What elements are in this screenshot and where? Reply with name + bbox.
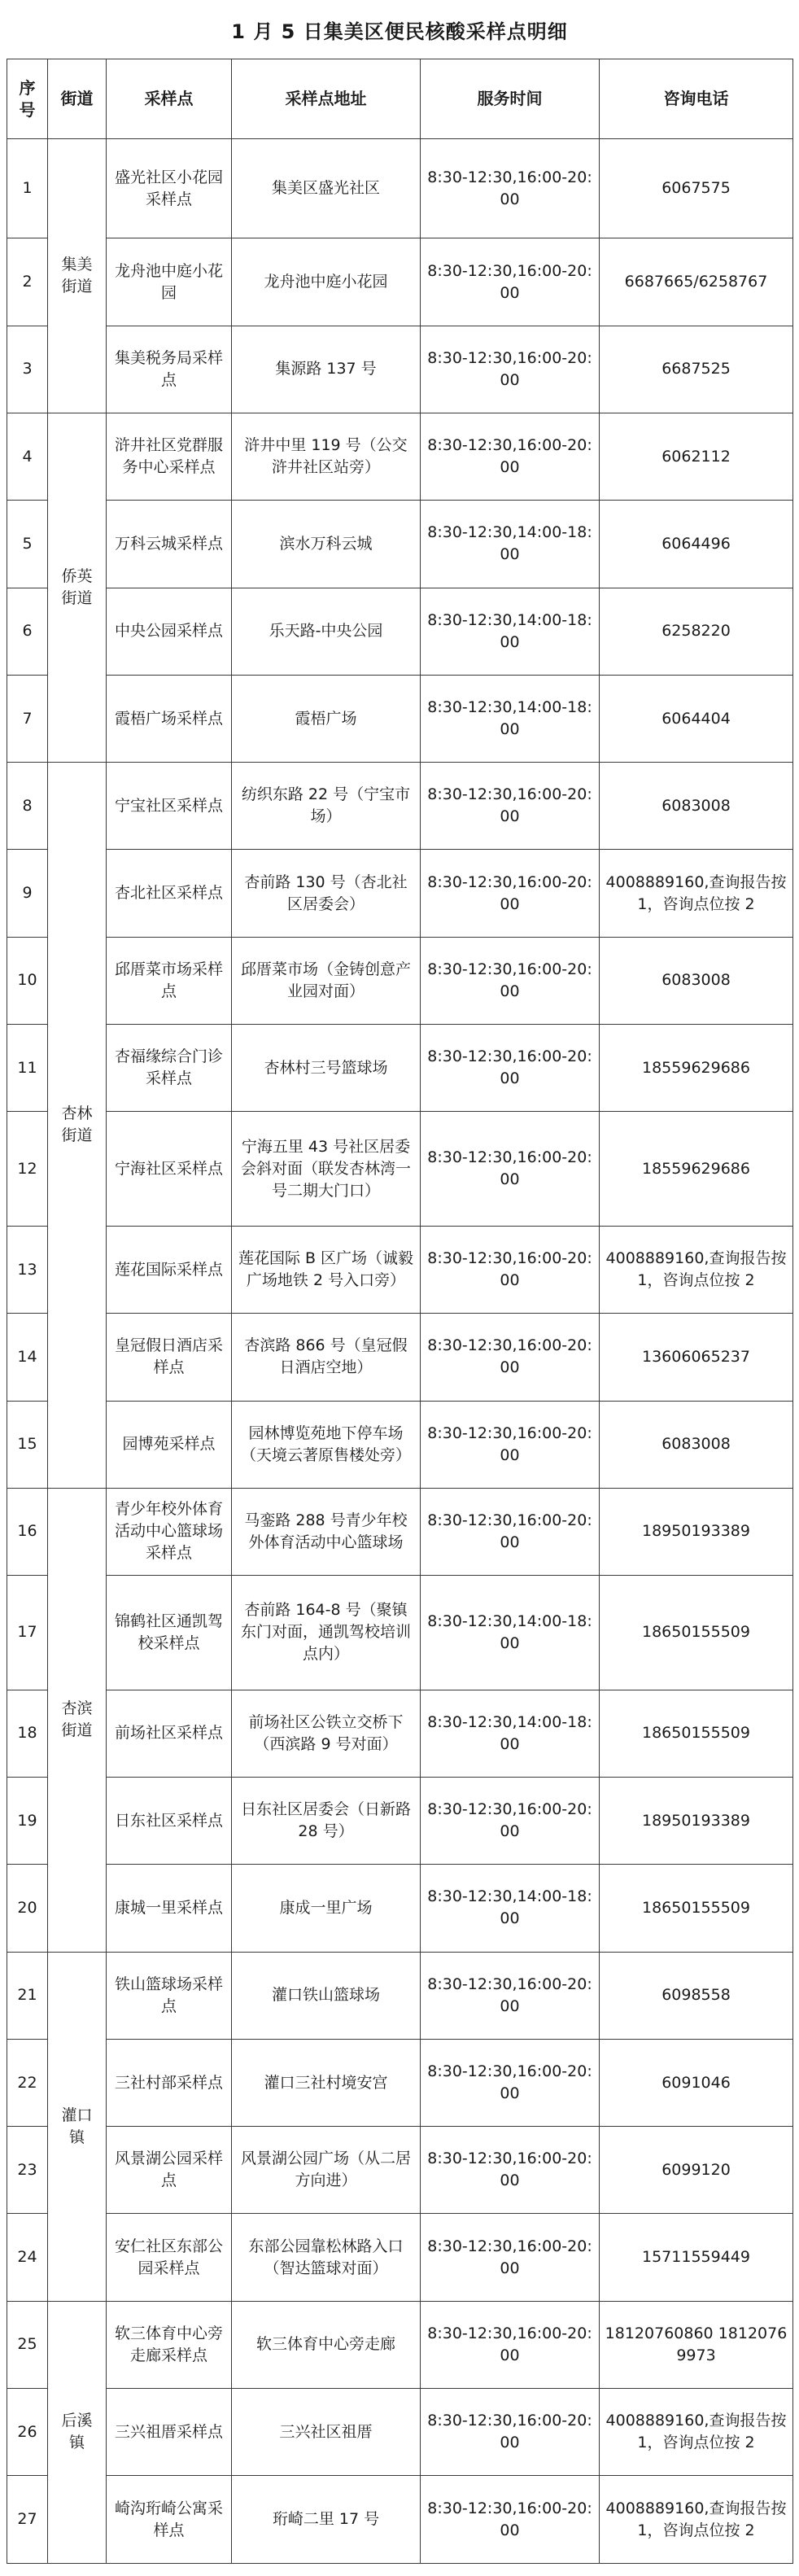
site-address-cell: 马銮路 288 号青少年校外体育活动中心篮球场 bbox=[232, 1488, 421, 1575]
row-number-cell: 8 bbox=[7, 763, 48, 850]
service-hours-cell: 8:30-12:30,14:00-18:00 bbox=[421, 501, 600, 588]
site-address-cell: 滨水万科云城 bbox=[232, 501, 421, 588]
row-number-cell: 1 bbox=[7, 139, 48, 238]
street-cell: 杏林街道 bbox=[48, 763, 107, 1489]
phone-cell: 6083008 bbox=[600, 937, 793, 1024]
street-cell: 后溪镇 bbox=[48, 2301, 107, 2563]
site-name-cell: 霞梧广场采样点 bbox=[107, 675, 232, 762]
site-address-cell: 珩崎二里 17 号 bbox=[232, 2476, 421, 2564]
site-address-cell: 灌口三社村境安宫 bbox=[232, 2039, 421, 2126]
phone-cell: 6687665/6258767 bbox=[600, 238, 793, 326]
phone-cell: 6091046 bbox=[600, 2039, 793, 2126]
site-address-cell: 龙舟池中庭小花园 bbox=[232, 238, 421, 326]
table-row bbox=[7, 1401, 793, 1488]
site-name-cell: 宁宝社区采样点 bbox=[107, 763, 232, 850]
table-row bbox=[7, 1576, 793, 1690]
site-name-cell: 中央公园采样点 bbox=[107, 588, 232, 675]
street-cell: 杏滨街道 bbox=[48, 1488, 107, 1952]
row-number-cell: 20 bbox=[7, 1865, 48, 1952]
table-row bbox=[7, 1025, 793, 1112]
row-number-cell: 12 bbox=[7, 1112, 48, 1227]
service-hours-cell: 8:30-12:30,16:00-20:00 bbox=[421, 2127, 600, 2214]
table-row bbox=[7, 1488, 793, 1575]
site-name-cell: 宁海社区采样点 bbox=[107, 1112, 232, 1227]
phone-cell: 18650155509 bbox=[600, 1576, 793, 1690]
phone-cell: 4008889160,查询报告按 1，咨询点位按 2 bbox=[600, 1226, 793, 1313]
table-row bbox=[7, 2301, 793, 2388]
phone-cell: 18559629686 bbox=[600, 1112, 793, 1227]
table-row bbox=[7, 2127, 793, 2214]
phone-cell: 6067575 bbox=[600, 139, 793, 238]
row-number-cell: 2 bbox=[7, 238, 48, 326]
site-address-cell: 软三体育中心旁走廊 bbox=[232, 2301, 421, 2388]
row-number-cell: 13 bbox=[7, 1226, 48, 1313]
column-header: 序号 bbox=[7, 59, 48, 139]
row-number-cell: 24 bbox=[7, 2214, 48, 2301]
service-hours-cell: 8:30-12:30,16:00-20:00 bbox=[421, 2476, 600, 2564]
site-name-cell: 日东社区采样点 bbox=[107, 1778, 232, 1865]
phone-cell: 18950193389 bbox=[600, 1778, 793, 1865]
phone-cell: 13606065237 bbox=[600, 1314, 793, 1401]
site-name-cell: 邱厝菜市场采样点 bbox=[107, 937, 232, 1024]
street-cell: 集美街道 bbox=[48, 139, 107, 413]
phone-cell: 6062112 bbox=[600, 413, 793, 501]
site-name-cell: 集美税务局采样点 bbox=[107, 326, 232, 413]
site-name-cell: 安仁社区东部公园采样点 bbox=[107, 2214, 232, 2301]
site-address-cell: 康成一里广场 bbox=[232, 1865, 421, 1952]
row-number-cell: 25 bbox=[7, 2301, 48, 2388]
phone-cell: 18559629686 bbox=[600, 1025, 793, 1112]
service-hours-cell: 8:30-12:30,16:00-20:00 bbox=[421, 1401, 600, 1488]
phone-cell: 15711559449 bbox=[600, 2214, 793, 2301]
phone-cell: 6258220 bbox=[600, 588, 793, 675]
site-name-cell: 皇冠假日酒店采样点 bbox=[107, 1314, 232, 1401]
site-address-cell: 莲花国际 B 区广场（诚毅广场地铁 2 号入口旁） bbox=[232, 1226, 421, 1313]
service-hours-cell: 8:30-12:30,16:00-20:00 bbox=[421, 238, 600, 326]
site-name-cell: 万科云城采样点 bbox=[107, 501, 232, 588]
row-number-cell: 5 bbox=[7, 501, 48, 588]
site-name-cell: 杏北社区采样点 bbox=[107, 850, 232, 937]
service-hours-cell: 8:30-12:30,14:00-18:00 bbox=[421, 1690, 600, 1777]
site-address-cell: 浒井中里 119 号（公交浒井社区站旁） bbox=[232, 413, 421, 501]
phone-cell: 6064404 bbox=[600, 675, 793, 762]
street-cell: 侨英街道 bbox=[48, 413, 107, 763]
site-name-cell: 青少年校外体育活动中心篮球场采样点 bbox=[107, 1488, 232, 1575]
service-hours-cell: 8:30-12:30,16:00-20:00 bbox=[421, 763, 600, 850]
service-hours-cell: 8:30-12:30,16:00-20:00 bbox=[421, 2301, 600, 2388]
row-number-cell: 18 bbox=[7, 1690, 48, 1777]
row-number-cell: 3 bbox=[7, 326, 48, 413]
row-number-cell: 11 bbox=[7, 1025, 48, 1112]
site-address-cell: 东部公园靠松林路入口（智达篮球对面） bbox=[232, 2214, 421, 2301]
row-number-cell: 27 bbox=[7, 2476, 48, 2564]
table-row bbox=[7, 1778, 793, 1865]
site-name-cell: 园博苑采样点 bbox=[107, 1401, 232, 1488]
table-row bbox=[7, 937, 793, 1024]
site-name-cell: 杏福缘综合门诊采样点 bbox=[107, 1025, 232, 1112]
row-number-cell: 10 bbox=[7, 937, 48, 1024]
phone-cell: 4008889160,查询报告按 1，咨询点位按 2 bbox=[600, 850, 793, 937]
site-address-cell: 集美区盛光社区 bbox=[232, 139, 421, 238]
service-hours-cell: 8:30-12:30,16:00-20:00 bbox=[421, 1025, 600, 1112]
row-number-cell: 17 bbox=[7, 1576, 48, 1690]
phone-cell: 6687525 bbox=[600, 326, 793, 413]
table-row bbox=[7, 2039, 793, 2126]
table-header-row bbox=[7, 59, 793, 139]
table-row bbox=[7, 501, 793, 588]
table-row bbox=[7, 1226, 793, 1313]
site-address-cell: 日东社区居委会（日新路 28 号） bbox=[232, 1778, 421, 1865]
table-row bbox=[7, 1952, 793, 2039]
site-address-cell: 前场社区公铁立交桥下（西滨路 9 号对面） bbox=[232, 1690, 421, 1777]
row-number-cell: 14 bbox=[7, 1314, 48, 1401]
row-number-cell: 4 bbox=[7, 413, 48, 501]
service-hours-cell: 8:30-12:30,16:00-20:00 bbox=[421, 937, 600, 1024]
table-row bbox=[7, 413, 793, 501]
column-header: 采样点 bbox=[107, 59, 232, 139]
table-row bbox=[7, 1690, 793, 1777]
site-address-cell: 邱厝菜市场（金铸创意产业园对面） bbox=[232, 937, 421, 1024]
site-address-cell: 园林博览苑地下停车场（天境云著原售楼处旁） bbox=[232, 1401, 421, 1488]
row-number-cell: 9 bbox=[7, 850, 48, 937]
table-row bbox=[7, 2476, 793, 2564]
table-row bbox=[7, 238, 793, 326]
phone-cell: 18120760860 18120769973 bbox=[600, 2301, 793, 2388]
site-name-cell: 盛光社区小花园采样点 bbox=[107, 139, 232, 238]
column-header: 服务时间 bbox=[421, 59, 600, 139]
service-hours-cell: 8:30-12:30,16:00-20:00 bbox=[421, 413, 600, 501]
site-name-cell: 铁山篮球场采样点 bbox=[107, 1952, 232, 2039]
site-name-cell: 前场社区采样点 bbox=[107, 1690, 232, 1777]
site-name-cell: 康城一里采样点 bbox=[107, 1865, 232, 1952]
table-row bbox=[7, 139, 793, 238]
service-hours-cell: 8:30-12:30,16:00-20:00 bbox=[421, 1112, 600, 1227]
table-row bbox=[7, 1112, 793, 1227]
row-number-cell: 21 bbox=[7, 1952, 48, 2039]
column-header: 街道 bbox=[48, 59, 107, 139]
table-row bbox=[7, 326, 793, 413]
service-hours-cell: 8:30-12:30,16:00-20:00 bbox=[421, 2214, 600, 2301]
site-address-cell: 纺织东路 22 号（宁宝市场） bbox=[232, 763, 421, 850]
site-name-cell: 锦鹤社区通凯驾校采样点 bbox=[107, 1576, 232, 1690]
phone-cell: 4008889160,查询报告按 1，咨询点位按 2 bbox=[600, 2389, 793, 2476]
site-address-cell: 三兴社区祖厝 bbox=[232, 2389, 421, 2476]
column-header: 咨询电话 bbox=[600, 59, 793, 139]
service-hours-cell: 8:30-12:30,14:00-18:00 bbox=[421, 675, 600, 762]
service-hours-cell: 8:30-12:30,16:00-20:00 bbox=[421, 1778, 600, 1865]
service-hours-cell: 8:30-12:30,16:00-20:00 bbox=[421, 1226, 600, 1313]
site-address-cell: 杏前路 164-8 号（聚镇东门对面，通凯驾校培训点内） bbox=[232, 1576, 421, 1690]
phone-cell: 6083008 bbox=[600, 763, 793, 850]
phone-cell: 6098558 bbox=[600, 1952, 793, 2039]
phone-cell: 6064496 bbox=[600, 501, 793, 588]
service-hours-cell: 8:30-12:30,16:00-20:00 bbox=[421, 1314, 600, 1401]
site-address-cell: 霞梧广场 bbox=[232, 675, 421, 762]
service-hours-cell: 8:30-12:30,16:00-20:00 bbox=[421, 2389, 600, 2476]
phone-cell: 18950193389 bbox=[600, 1488, 793, 1575]
site-name-cell: 浒井社区党群服务中心采样点 bbox=[107, 413, 232, 501]
site-address-cell: 杏滨路 866 号（皇冠假日酒店空地） bbox=[232, 1314, 421, 1401]
service-hours-cell: 8:30-12:30,16:00-20:00 bbox=[421, 139, 600, 238]
phone-cell: 6099120 bbox=[600, 2127, 793, 2214]
service-hours-cell: 8:30-12:30,14:00-18:00 bbox=[421, 1576, 600, 1690]
service-hours-cell: 8:30-12:30,14:00-18:00 bbox=[421, 1865, 600, 1952]
row-number-cell: 23 bbox=[7, 2127, 48, 2214]
site-name-cell: 崎沟珩崎公寓采样点 bbox=[107, 2476, 232, 2564]
row-number-cell: 15 bbox=[7, 1401, 48, 1488]
site-address-cell: 乐天路-中央公园 bbox=[232, 588, 421, 675]
row-number-cell: 7 bbox=[7, 675, 48, 762]
phone-cell: 18650155509 bbox=[600, 1690, 793, 1777]
service-hours-cell: 8:30-12:30,14:00-18:00 bbox=[421, 588, 600, 675]
site-address-cell: 风景湖公园广场（从二居方向进） bbox=[232, 2127, 421, 2214]
site-name-cell: 三兴祖厝采样点 bbox=[107, 2389, 232, 2476]
site-address-cell: 杏林村三号篮球场 bbox=[232, 1025, 421, 1112]
sampling-sites-table bbox=[7, 59, 793, 2564]
site-name-cell: 莲花国际采样点 bbox=[107, 1226, 232, 1313]
site-name-cell: 龙舟池中庭小花园 bbox=[107, 238, 232, 326]
table-row bbox=[7, 2214, 793, 2301]
table-row bbox=[7, 2389, 793, 2476]
site-name-cell: 三社村部采样点 bbox=[107, 2039, 232, 2126]
table-row bbox=[7, 1314, 793, 1401]
site-address-cell: 杏前路 130 号（杏北社区居委会） bbox=[232, 850, 421, 937]
site-address-cell: 集源路 137 号 bbox=[232, 326, 421, 413]
table-row bbox=[7, 763, 793, 850]
service-hours-cell: 8:30-12:30,16:00-20:00 bbox=[421, 2039, 600, 2126]
table-row bbox=[7, 1865, 793, 1952]
table-row bbox=[7, 850, 793, 937]
column-header: 采样点地址 bbox=[232, 59, 421, 139]
service-hours-cell: 8:30-12:30,16:00-20:00 bbox=[421, 850, 600, 937]
row-number-cell: 26 bbox=[7, 2389, 48, 2476]
site-name-cell: 风景湖公园采样点 bbox=[107, 2127, 232, 2214]
service-hours-cell: 8:30-12:30,16:00-20:00 bbox=[421, 326, 600, 413]
phone-cell: 4008889160,查询报告按 1，咨询点位按 2 bbox=[600, 2476, 793, 2564]
phone-cell: 18650155509 bbox=[600, 1865, 793, 1952]
site-address-cell: 灌口铁山篮球场 bbox=[232, 1952, 421, 2039]
table-row bbox=[7, 588, 793, 675]
page-title: 1 月 5 日集美区便民核酸采样点明细 bbox=[231, 20, 568, 43]
row-number-cell: 19 bbox=[7, 1778, 48, 1865]
phone-cell: 6083008 bbox=[600, 1401, 793, 1488]
site-name-cell: 软三体育中心旁走廊采样点 bbox=[107, 2301, 232, 2388]
row-number-cell: 6 bbox=[7, 588, 48, 675]
table-row bbox=[7, 675, 793, 762]
row-number-cell: 22 bbox=[7, 2039, 48, 2126]
site-address-cell: 宁海五里 43 号社区居委会斜对面（联发杏林湾一号二期大门口） bbox=[232, 1112, 421, 1227]
street-cell: 灌口镇 bbox=[48, 1952, 107, 2301]
row-number-cell: 16 bbox=[7, 1488, 48, 1575]
service-hours-cell: 8:30-12:30,16:00-20:00 bbox=[421, 1952, 600, 2039]
service-hours-cell: 8:30-12:30,16:00-20:00 bbox=[421, 1488, 600, 1575]
